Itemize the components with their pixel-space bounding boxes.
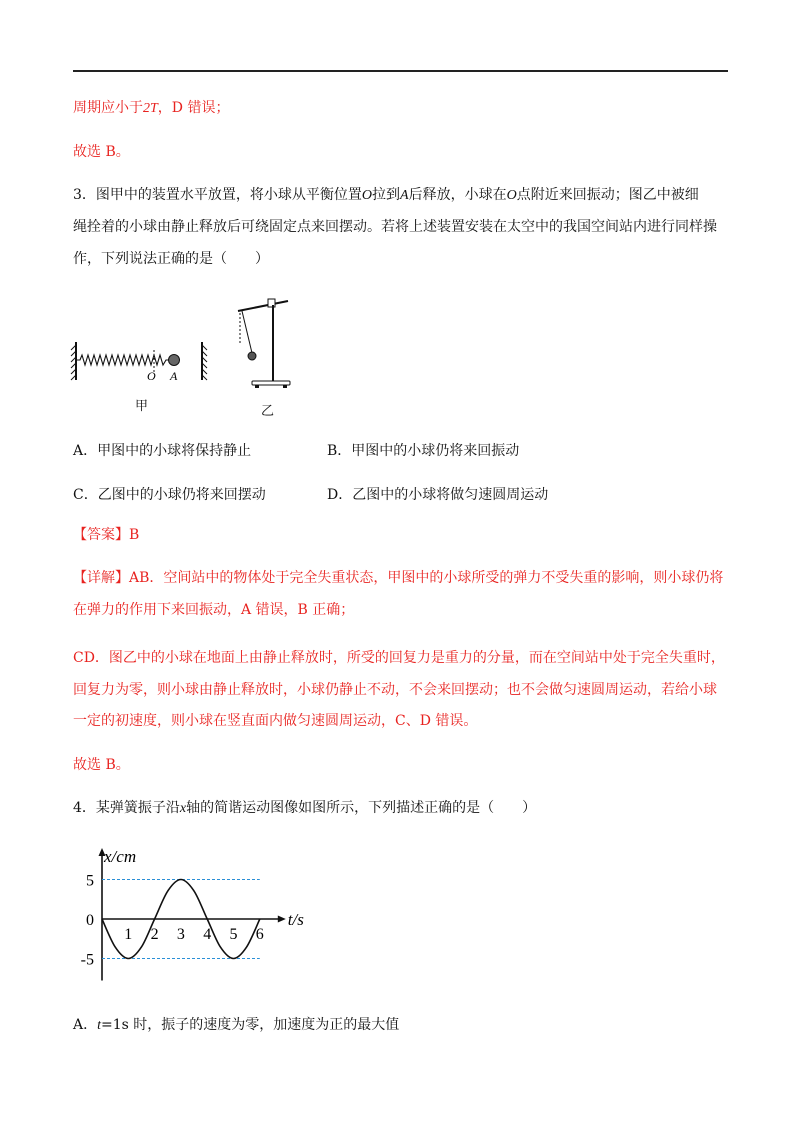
chart-y-tick-label: 0 <box>86 912 94 929</box>
chart-x-tick-label: 4 <box>203 926 212 943</box>
fig-label-A: A <box>170 369 178 383</box>
q3-conclusion: 故选 B。 <box>73 757 130 773</box>
q3-detail-line5: 一定的初速度，则小球在竖直面内做匀速圆周运动，C、D 错误。 <box>73 713 478 729</box>
chart-xlabel: t/s <box>287 910 304 929</box>
q3-option-b[interactable]: B．甲图中的小球仍将来回振动 <box>327 443 520 459</box>
q3-line1-b: 拉到 <box>372 187 401 203</box>
q4-option-a[interactable] <box>73 1010 733 1041</box>
q4-stem-x: x <box>179 801 187 816</box>
prev-line-suffix: ，D 错误； <box>157 100 230 116</box>
figure-yi-pendulum <box>230 293 300 393</box>
q3-line1-a: 3．图甲中的装置水平放置，将小球从平衡位置 <box>73 187 362 203</box>
fig-yi-caption: 乙 <box>261 404 275 419</box>
q4-chart <box>75 840 325 990</box>
chart-x-tick-label: 2 <box>150 926 159 943</box>
header-rule <box>73 70 728 72</box>
chart-y-tick-label: -5 <box>80 951 94 969</box>
q3-option-c[interactable]: C．乙图中的小球仍将来回摆动 <box>73 487 266 503</box>
q3-line1-O: O <box>361 188 373 203</box>
q3-line1-A: A <box>400 188 409 203</box>
q3-option-d[interactable]: D．乙图中的小球将做匀速圆周运动 <box>327 487 549 503</box>
q3-stem-line1 <box>73 180 733 211</box>
prev-conclusion: 故选 B。 <box>73 144 130 160</box>
prev-line <box>73 93 733 124</box>
chart-y-tick-label: 5 <box>86 872 94 890</box>
q3-detail-line3: CD．图乙中的小球在地面上由静止释放时，所受的回复力是重力的分量，而在空间站中处于完全失重时， <box>73 650 725 666</box>
chart-axes <box>99 848 286 981</box>
q4-option-a-t: t <box>97 1018 102 1033</box>
q3-line1-O2: O <box>506 188 517 203</box>
q3-option-a[interactable]: A．甲图中的小球将保持静止 <box>73 443 252 459</box>
prev-line-prefix: 周期应小于 <box>73 100 143 116</box>
fig-label-O: O <box>147 369 156 383</box>
q3-detail-line1: 【详解】AB．空间站中的物体处于完全失重状态，甲图中的小球所受的弹力不受失重的影响，则小球仍将 <box>73 570 724 586</box>
chart-x-tick-label: 5 <box>229 926 238 943</box>
q4-stem <box>73 793 733 824</box>
chart-x-tick-label: 6 <box>255 926 264 943</box>
chart-ylabel: x/cm <box>104 847 137 866</box>
q3-stem-line2: 绳拴着的小球由静止释放后可绕固定点来回摆动。若将上述装置安装在太空中的我国空间站内进行同样操 <box>73 219 717 235</box>
q3-stem-line3: 作，下列说法正确的是（ ） <box>73 251 269 267</box>
q4-option-a-text: =1s 时，振子的速度为零，加速度为正的最大值 <box>101 1017 400 1033</box>
q3-answer: 【答案】B <box>73 527 140 543</box>
figure-jia-spring <box>70 336 210 388</box>
q4-stem-suffix: 轴的简谐运动图像如图所示，下列描述正确的是（ ） <box>186 800 537 816</box>
chart-x-tick-label: 1 <box>124 926 133 943</box>
chart-x-tick-label: 3 <box>176 926 185 943</box>
q3-detail-line2: 在弹力的作用下来回振动，A 错误，B 正确； <box>73 602 355 618</box>
q3-detail-line4: 回复力为零，则小球由静止释放时，小球仍静止不动，不会来回摆动；也不会做匀速圆周运动，若给小球 <box>73 682 717 698</box>
q4-stem-prefix: 4．某弹簧振子沿 <box>73 800 180 816</box>
prev-line-expr: 2T <box>143 101 158 116</box>
fig-jia-caption: 甲 <box>135 399 149 414</box>
q3-line1-d: 点附近来回振动；图乙中被细 <box>516 187 699 203</box>
q4-option-a-prefix: A． <box>73 1017 98 1033</box>
q3-line1-c: 后释放，小球在 <box>408 187 507 203</box>
